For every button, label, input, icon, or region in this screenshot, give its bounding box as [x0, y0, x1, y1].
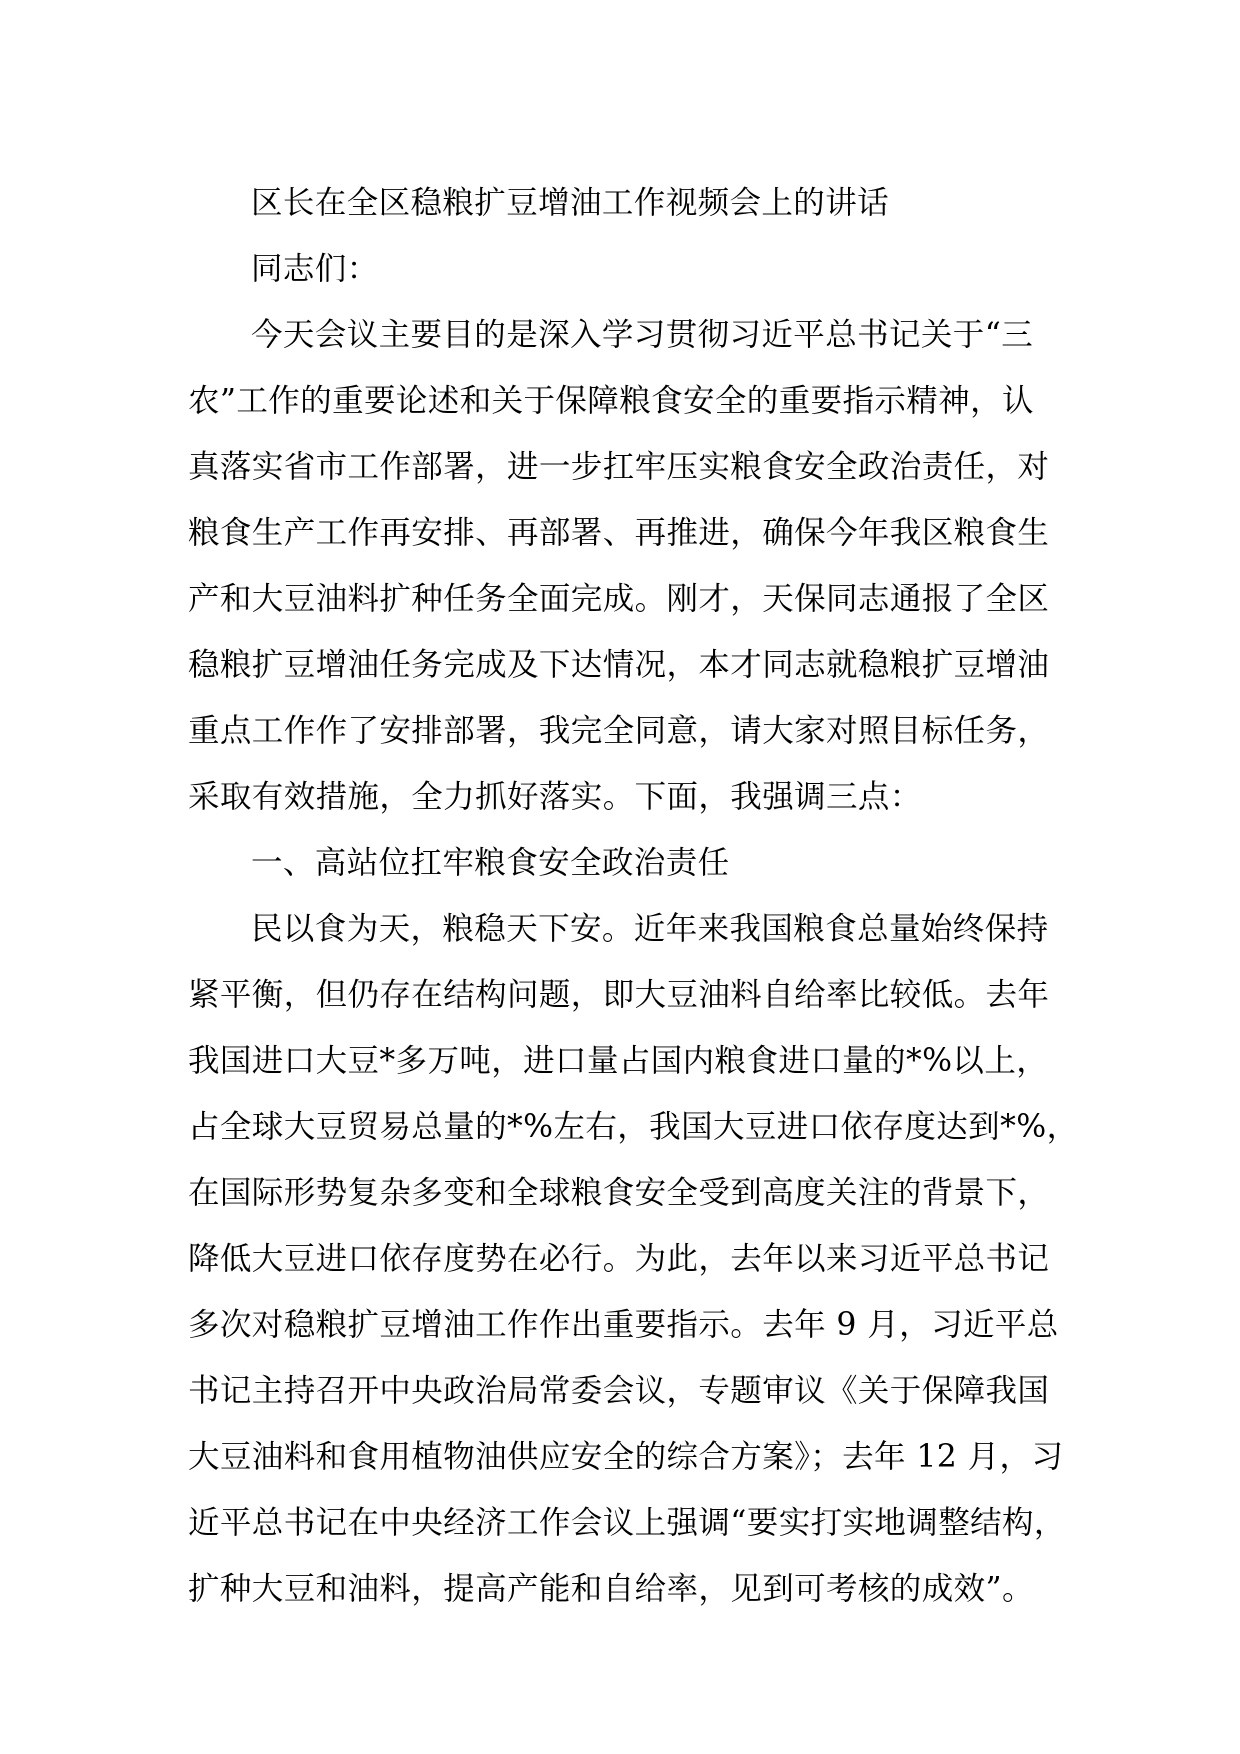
paragraph-line: 我国进口大豆*多万吨，进口量占国内粮食进口量的*%以上，	[188, 1043, 1049, 1079]
paragraph-line: 产和大豆油料扩种任务全面完成。刚才，天保同志通报了全区	[188, 581, 1050, 617]
paragraph-line: 农”工作的重要论述和关于保障粮食安全的重要指示精神，认	[188, 383, 1034, 419]
paragraph-section-1	[188, 896, 1079, 1622]
paragraph-line: 今天会议主要目的是深入学习贯彻习近平总书记关于“三	[251, 317, 1034, 353]
paragraph-line: 紧平衡，但仍存在结构问题，即大豆油料自给率比较低。去年	[188, 977, 1050, 1013]
paragraph-line: 真落实省市工作部署，进一步扛牢压实粮食安全政治责任，对	[188, 449, 1050, 485]
paragraph-line: 扩种大豆和油料，提高产能和自给率，见到可考核的成效”。	[188, 1571, 1034, 1607]
paragraph-intro	[188, 302, 1068, 830]
paragraph-line: 稳粮扩豆增油任务完成及下达情况，本才同志就稳粮扩豆增油	[188, 647, 1050, 683]
document-title: 区长在全区稳粮扩豆增油工作视频会上的讲话	[251, 185, 890, 221]
document-body	[188, 170, 1079, 1622]
paragraph-line: 近平总书记在中央经济工作会议上强调“要实打实地调整结构，	[188, 1505, 1066, 1541]
paragraph-line: 大豆油料和食用植物油供应安全的综合方案》；去年 12 月，习	[188, 1439, 1064, 1475]
paragraph-line: 占全球大豆贸易总量的*%左右，我国大豆进口依存度达到*%，	[188, 1109, 1079, 1145]
paragraph-line: 降低大豆进口依存度势在必行。为此，去年以来习近平总书记	[188, 1241, 1050, 1277]
paragraph-line: 书记主持召开中央政治局常委会议，专题审议《关于保障我国	[188, 1373, 1050, 1409]
paragraph-line: 民以食为天，粮稳天下安。近年来我国粮食总量始终保持	[251, 911, 1049, 947]
section-heading-1: 一、高站位扛牢粮食安全政治责任	[251, 845, 730, 881]
paragraph-line: 在国际形势复杂多变和全球粮食安全受到高度关注的背景下，	[188, 1175, 1050, 1211]
salutation: 同志们：	[251, 251, 379, 287]
paragraph-line: 采取有效措施，全力抓好落实。下面，我强调三点：	[188, 779, 922, 815]
paragraph-line: 粮食生产工作再安排、再部署、再推进，确保今年我区粮食生	[188, 515, 1050, 551]
paragraph-line: 多次对稳粮扩豆增油工作作出重要指示。去年 9 月，习近平总	[188, 1307, 1059, 1343]
paragraph-line: 重点工作作了安排部署，我完全同意，请大家对照目标任务，	[188, 713, 1050, 749]
